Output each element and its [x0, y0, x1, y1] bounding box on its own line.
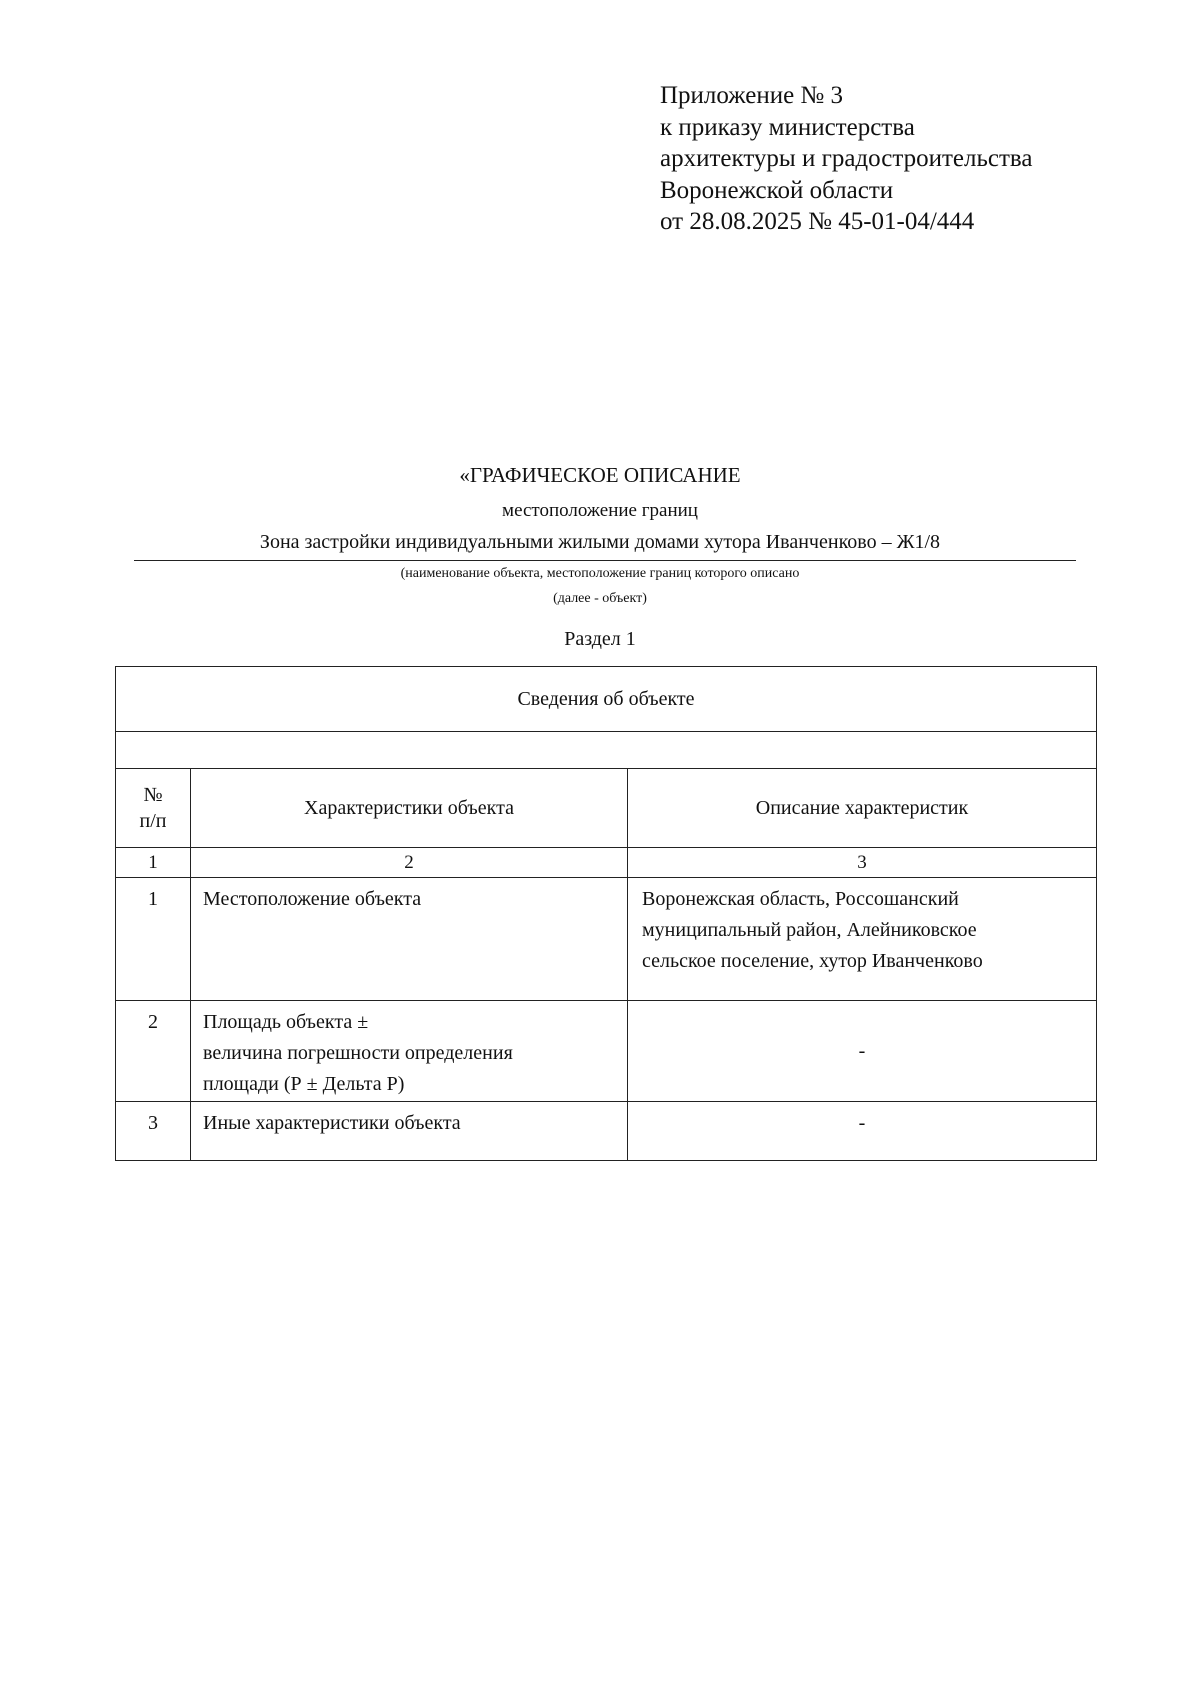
- row-characteristic: [191, 1102, 628, 1161]
- row-characteristic-line: Площадь объекта ±: [203, 1011, 369, 1033]
- column-header-num: [116, 769, 191, 848]
- appendix-line: к приказу министерства: [660, 113, 915, 141]
- object-name-underline: [134, 560, 1076, 561]
- row-description-line: Воронежская область, Россошанский: [642, 888, 959, 910]
- column-header-description: Описание характеристик: [628, 769, 1097, 848]
- document-subtitle: местоположение границ: [502, 500, 698, 521]
- row-description-line: сельское поселение, хутор Иванченково: [642, 950, 983, 972]
- appendix-block: [660, 80, 1032, 238]
- table-row: [116, 1001, 1097, 1102]
- row-characteristic-line: Иные характеристики объекта: [203, 1112, 461, 1134]
- table-caption: Сведения об объекте: [116, 667, 1097, 732]
- column-number: 1: [116, 848, 191, 878]
- row-number: 2: [116, 1001, 191, 1102]
- table-row: [116, 878, 1097, 1001]
- object-name: Зона застройки индивидуальными жилыми домами хутора Иванченково – Ж1/8: [259, 531, 941, 553]
- row-characteristic-line: площади (Р ± Дельта Р): [203, 1073, 405, 1095]
- appendix-line: архитектуры и градостроительства: [660, 145, 1033, 172]
- table-header-row: [116, 769, 1097, 848]
- row-characteristic-line: величина погрешности определения: [203, 1042, 513, 1064]
- row-characteristic: [191, 878, 628, 1001]
- row-description-line: муниципальный район, Алейниковское: [642, 919, 977, 941]
- row-description: -: [628, 1001, 1097, 1102]
- table-blank-row: [116, 732, 1097, 769]
- appendix-line: Приложение № 3: [660, 82, 844, 109]
- table-row: [116, 1102, 1097, 1161]
- object-name-note: (наименование объекта, местоположение границ которого описано: [400, 566, 800, 581]
- column-number: 2: [191, 848, 628, 878]
- row-number: 1: [116, 878, 191, 1001]
- section-heading: Раздел 1: [564, 628, 636, 650]
- column-header-num-line: п/п: [139, 810, 167, 832]
- appendix-line: от 28.08.2025 № 45-01-04/444: [660, 208, 975, 235]
- document-title: «ГРАФИЧЕСКОЕ ОПИСАНИЕ: [459, 463, 741, 487]
- row-description: -: [628, 1102, 1097, 1161]
- row-characteristic-line: Местоположение объекта: [203, 888, 422, 910]
- appendix-line: Воронежской области: [660, 176, 894, 204]
- column-header-characteristics: Характеристики объекта: [191, 769, 628, 848]
- row-number: 3: [116, 1102, 191, 1161]
- column-number: 3: [628, 848, 1097, 878]
- row-description: [628, 878, 1097, 1001]
- object-info-table: [115, 666, 1097, 1161]
- object-name-note-continued: (далее - объект): [553, 591, 647, 606]
- table-column-numbers-row: [116, 848, 1097, 878]
- column-header-num-line: №: [143, 784, 163, 806]
- row-characteristic: [191, 1001, 628, 1102]
